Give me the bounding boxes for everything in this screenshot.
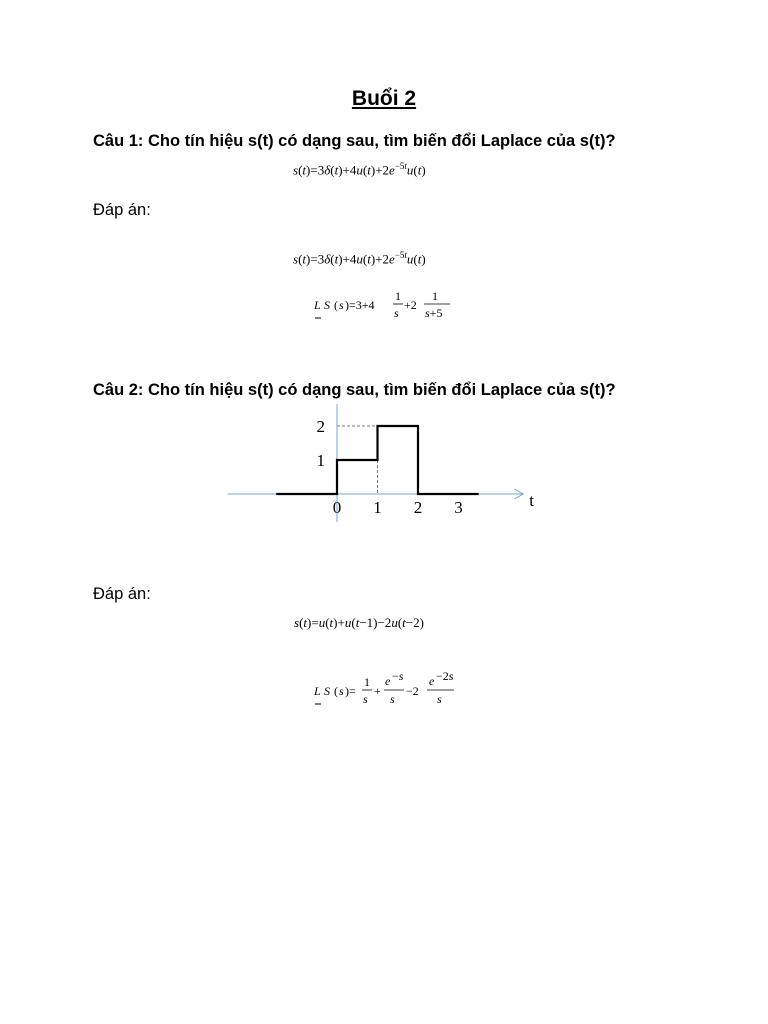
svg-text:e: e (429, 674, 435, 688)
svg-text:1: 1 (364, 675, 370, 689)
svg-text:e: e (385, 674, 391, 688)
svg-text:)=3+4: )=3+4 (345, 298, 375, 312)
x-tick-label: 2 (413, 498, 423, 517)
svg-text:1: 1 (395, 289, 401, 303)
answer-label-2: Đáp án: (93, 585, 151, 603)
svg-text:s: s (437, 692, 442, 706)
x-tick-label: 1 (373, 498, 382, 517)
svg-text:s: s (363, 692, 368, 706)
q1-laplace-formula (312, 286, 462, 326)
x-tick-label: 3 (454, 498, 463, 517)
svg-text:1: 1 (432, 289, 438, 303)
svg-text:s: s (339, 684, 344, 698)
svg-text:−s: −s (392, 669, 404, 683)
svg-text:s: s (339, 298, 344, 312)
question-2: Câu 2: Cho tín hiệu s(t) có dạng sau, tìm biến đổi Laplace của s(t)? (93, 381, 616, 399)
y-tick-label: 1 (316, 451, 325, 470)
svg-text:+2: +2 (404, 298, 417, 312)
svg-text:L: L (314, 298, 321, 312)
svg-text:S: S (324, 684, 330, 698)
svg-text:+: + (374, 684, 381, 698)
svg-text:S: S (324, 298, 330, 312)
svg-text:)=: )= (345, 684, 356, 698)
q1-formula: $s(t)=3\delta(t)+4u(t)+2e^{-5t}u(t)$ (293, 161, 426, 178)
svg-text:−2s: −2s (436, 669, 454, 683)
svg-text:(: ( (334, 684, 338, 698)
svg-text:L: L (314, 684, 321, 698)
y-tick-label: 2 (316, 417, 325, 436)
q1-answer-formula: $s(t)=3\delta(t)+4u(t)+2e^{-5t}u(t)$ (293, 250, 426, 267)
svg-text:s+5: s+5 (425, 306, 443, 320)
q2-laplace-formula (312, 669, 472, 712)
x-tick-label: 0 (332, 498, 342, 517)
page-title: Buổi 2 (351, 87, 417, 110)
signal-chart (222, 404, 535, 524)
answer-label-1: Đáp án: (93, 201, 151, 219)
svg-text:s: s (390, 692, 395, 706)
svg-text:(: ( (334, 298, 338, 312)
svg-text:−2: −2 (406, 684, 419, 698)
svg-text:s: s (394, 306, 399, 320)
signal-line (276, 426, 479, 494)
question-1: Câu 1: Cho tín hiệu s(t) có dạng sau, tìm biến đổi Laplace của s(t)? (93, 132, 616, 150)
q2-answer-formula: s(t)=u(t)+u(t−1)−2u(t−2) (294, 615, 424, 630)
x-axis-label: t (529, 491, 535, 510)
